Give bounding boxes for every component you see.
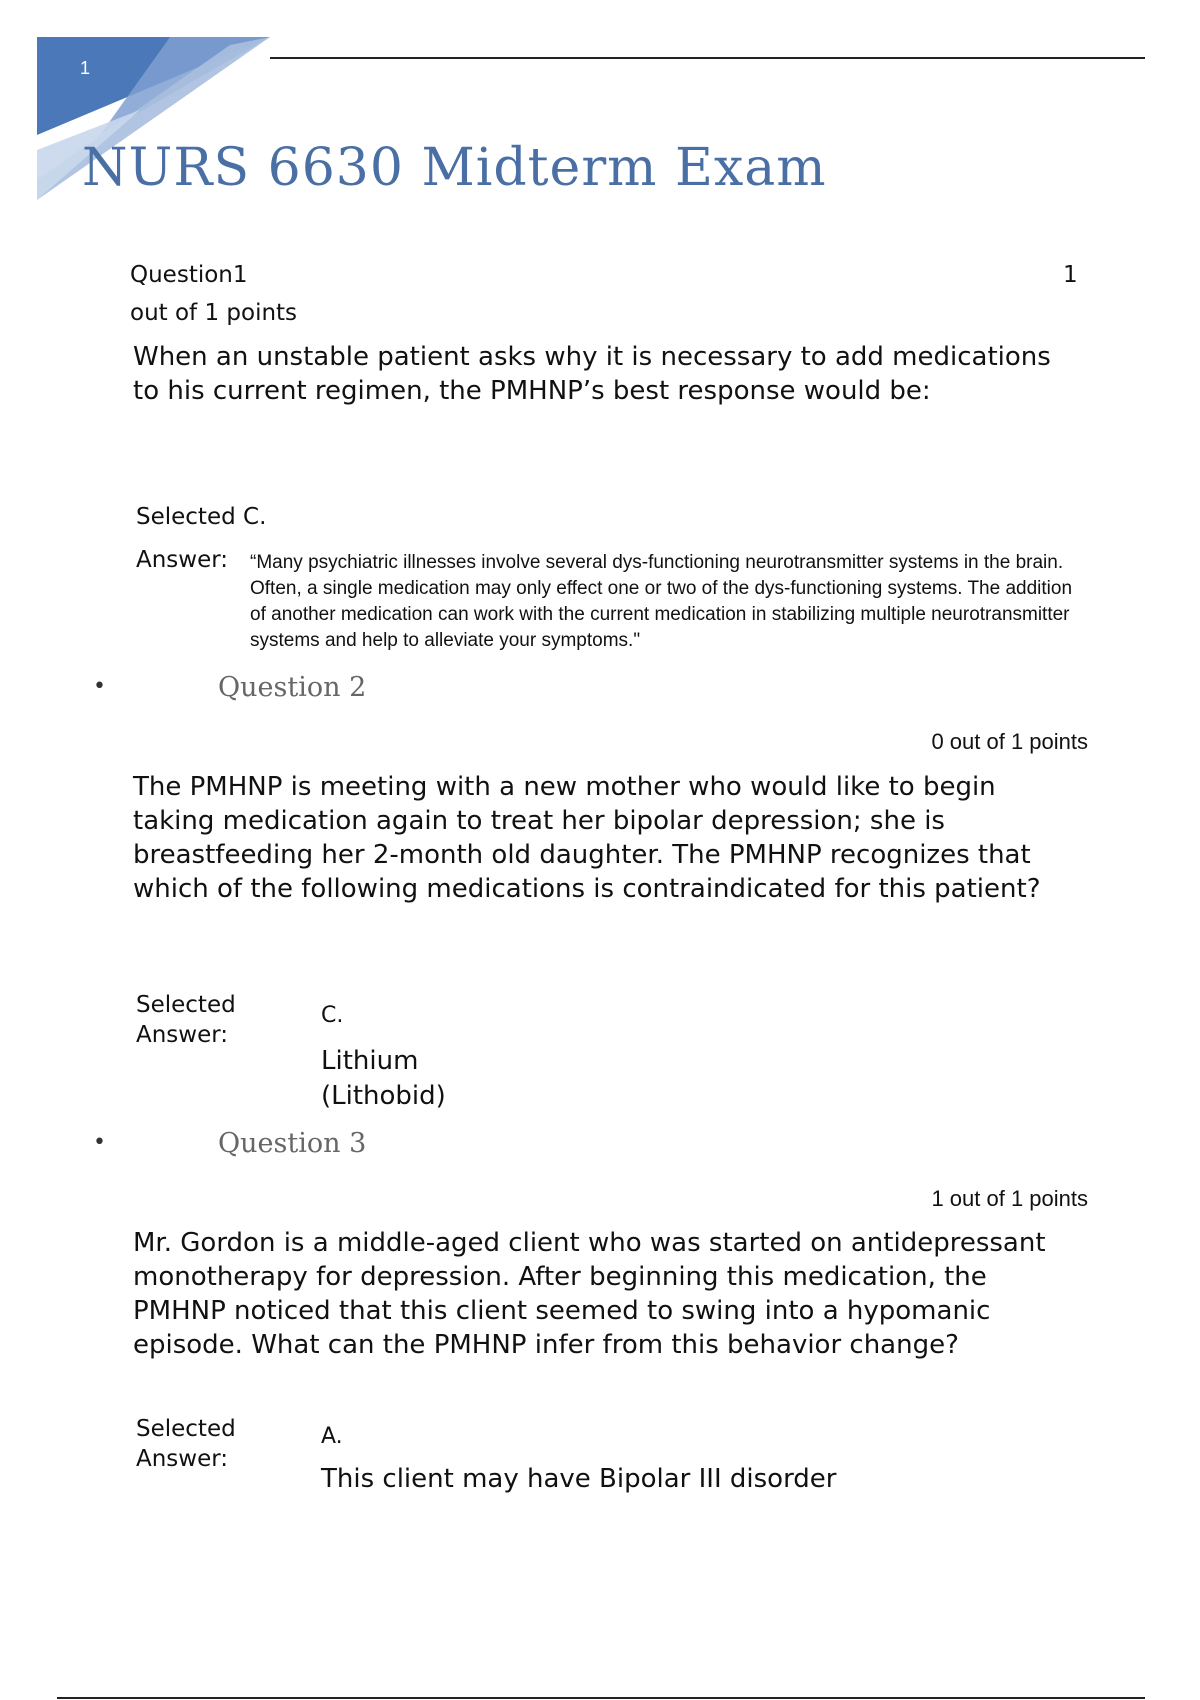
question2-bullet: • — [93, 674, 106, 699]
question3-answer-label: Answer: — [136, 1446, 229, 1472]
page-number: 1 — [80, 58, 91, 78]
question1-text: When an unstable patient asks why it is necessary to add medications to his current regimen, the PMHNP’s best response would be: — [133, 342, 1051, 406]
question3-bullet: • — [93, 1130, 106, 1155]
question3-heading: Question 3 — [218, 1128, 367, 1159]
answer-letter: C. — [243, 504, 267, 530]
question1-score: 1 — [1063, 262, 1078, 288]
question1-selected-label — [136, 502, 266, 532]
bottom-rule — [57, 1697, 1145, 1699]
question1-heading: Question1 — [130, 262, 248, 288]
page-title: NURS 6630 Midterm Exam — [82, 138, 827, 198]
question3-answer-letter: A. — [321, 1424, 343, 1449]
question2-selected-label: Selected — [136, 992, 236, 1018]
question3-points: 1 out of 1 points — [931, 1186, 1088, 1211]
question2-points: 0 out of 1 points — [931, 729, 1088, 754]
question3-text: Mr. Gordon is a middle-aged client who was started on antidepressant monotherapy for depression. After beginning this medication, the PMHNP noticed that this client seemed to swing into a hypomanic episode. What can the PMHNP infer from this behavior change? — [133, 1228, 1046, 1360]
question2-answer-line2: (Lithobid) — [321, 1081, 446, 1111]
question2-heading: Question 2 — [218, 672, 367, 703]
question2-answer-line1: Lithium — [321, 1046, 419, 1076]
question1-answer-label: Answer: — [136, 547, 229, 573]
selected-label: Selected — [136, 504, 236, 530]
top-rule — [270, 57, 1145, 59]
question1-answer-text: “Many psychiatric illnesses involve several dys-functioning neurotransmitter systems in the brain. Often, a single medication may only effect one or two of the dys-functioning systems. The addition of another medication can work with the current medication in stabilizing multiple neurotransmitter systems and help to alleviate your symptoms." — [250, 552, 1073, 651]
question1-points: out of 1 points — [130, 300, 298, 326]
question2-answer-label: Answer: — [136, 1022, 229, 1048]
question3-answer-text: This client may have Bipolar III disorder — [321, 1464, 837, 1494]
question2-text: The PMHNP is meeting with a new mother who would like to begin taking medication again to treat her bipolar depression; she is breastfeeding her 2-month old daughter. The PMHNP recognizes that which of the following medications is contraindicated for this patient? — [133, 772, 1041, 904]
question2-answer-letter: C. — [321, 1003, 344, 1028]
question3-selected-label: Selected — [136, 1416, 236, 1442]
